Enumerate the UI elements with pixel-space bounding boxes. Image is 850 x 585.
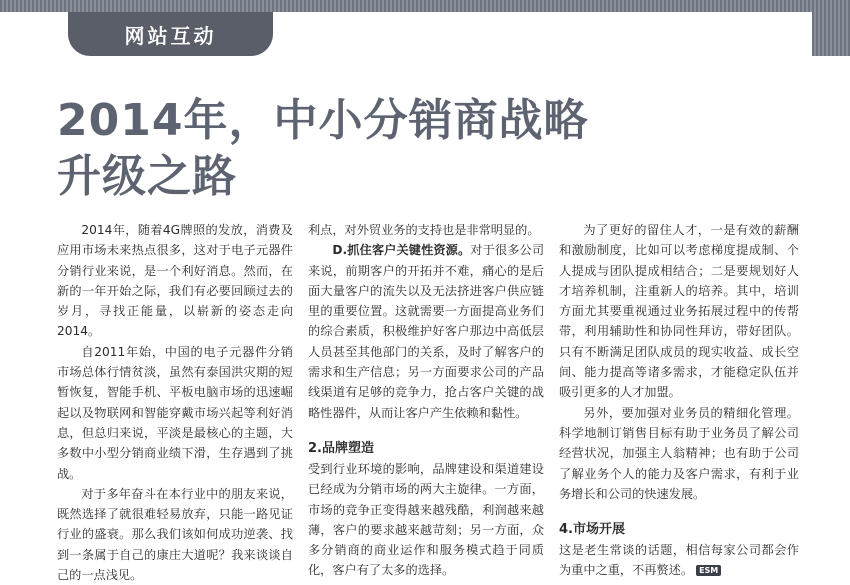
paragraph: 利点，对外贸业务的支持也是非常明显的。 [308, 223, 540, 237]
paragraph: 为了更好的留住人才，一是有效的薪酬和激励制度，比如可以考虑梯度提成制、个人提成与团队提成相结合；二是要规划好人才培养机制，注重新人的培养。其中，培训方面尤其要重视通过业务拓展过程中的传帮带，利用辅助性和协同性拜访，带好团队。只有不断满足团队成员的现实收益、成长空间、能力提高等诸多需求，才能稳定队伍并吸引更多的人才加盟。 [559, 223, 799, 400]
paragraph-body: 对于很多公司来说，前期客户的开拓并不难，痛心的是后面大量客户的流失以及无法挤进客户供应链里的重要位置。这就需要一方面提高业务们的综合素质，积极维护好客户那边中高低层人员甚至其他部门的关系，及时了解客户的需求和生产信息；另一方面要求公司的产品线渠道有足够的竞争力，抢占客户关键的战略性器件，从而让客户产生依赖和黏性。 [308, 243, 545, 420]
paragraph: 2014年，随着4G牌照的发放，消费及应用市场未来热点很多，这对于电子元器件分销行业来说，是一个利好消息。然而，在新的一年开始之际，我们有必要回顾过去的岁月，寻找正能量，以崭新的姿态走向2014。 [57, 223, 293, 339]
paragraph-body: 这是老生常谈的话题，相信每家公司都会作为重中之重，不再赘述。 [559, 543, 799, 578]
headline-line-2: 升级之路 [57, 151, 237, 202]
section-tab: 网站互动 [68, 12, 273, 56]
paragraph-lead: D.抓住客户关键性资源。 [332, 243, 471, 258]
top-decor-stripe [0, 0, 850, 12]
paragraph [308, 240, 544, 423]
column-1 [57, 220, 293, 585]
paragraph: 对于多年奋斗在本行业中的朋友来说，既然选择了就很难轻易放弃，只能一路见证行业的盛衰。那么我们该如何成功逆袭、找到一条属于自己的康庄大道呢？我来谈谈自己的一点浅见。 [57, 486, 293, 583]
headline-line-1: 2014年，中小分销商战略 [57, 95, 589, 146]
section-heading: 4.市场开展 [559, 522, 625, 538]
column-2 [308, 220, 544, 581]
end-mark-logo: ESM [696, 565, 721, 576]
article-headline [57, 93, 757, 205]
paragraph [559, 540, 799, 581]
paragraph: 自2011年始，中国的电子元器件分销市场总体行情贫淡，虽然有泰国洪灾期的短暂恢复，智能手机、平板电脑市场的迅速崛起以及物联网和智能穿戴市场兴起等利好消息，但总归来说，平淡是最核心的主题，大多数中小型分销商业绩下滑，生存遇到了挑战。 [57, 344, 293, 481]
column-3 [559, 220, 799, 581]
corner-decor-stripe [812, 12, 850, 56]
paragraph: 受到行业环境的影响，品牌建设和渠道建设已经成为分销市场的两大主旋律。一方面，市场的竞争正变得越来越残酷，利润越来越薄，客户的要求越来越苛刻；另一方面，众多分销商的商业运作和服务模式趋于同质化，客户有了太多的选择。 [308, 461, 544, 578]
section-heading: 2.品牌塑造 [308, 440, 374, 456]
paragraph: 另外，要加强对业务员的精细化管理。科学地制订销售目标有助于业务员了解公司经营状况，加强主人翁精神；也有助于公司了解业务个人的能力及客户需求，有利于业务增长和公司的快速发展。 [559, 405, 799, 501]
